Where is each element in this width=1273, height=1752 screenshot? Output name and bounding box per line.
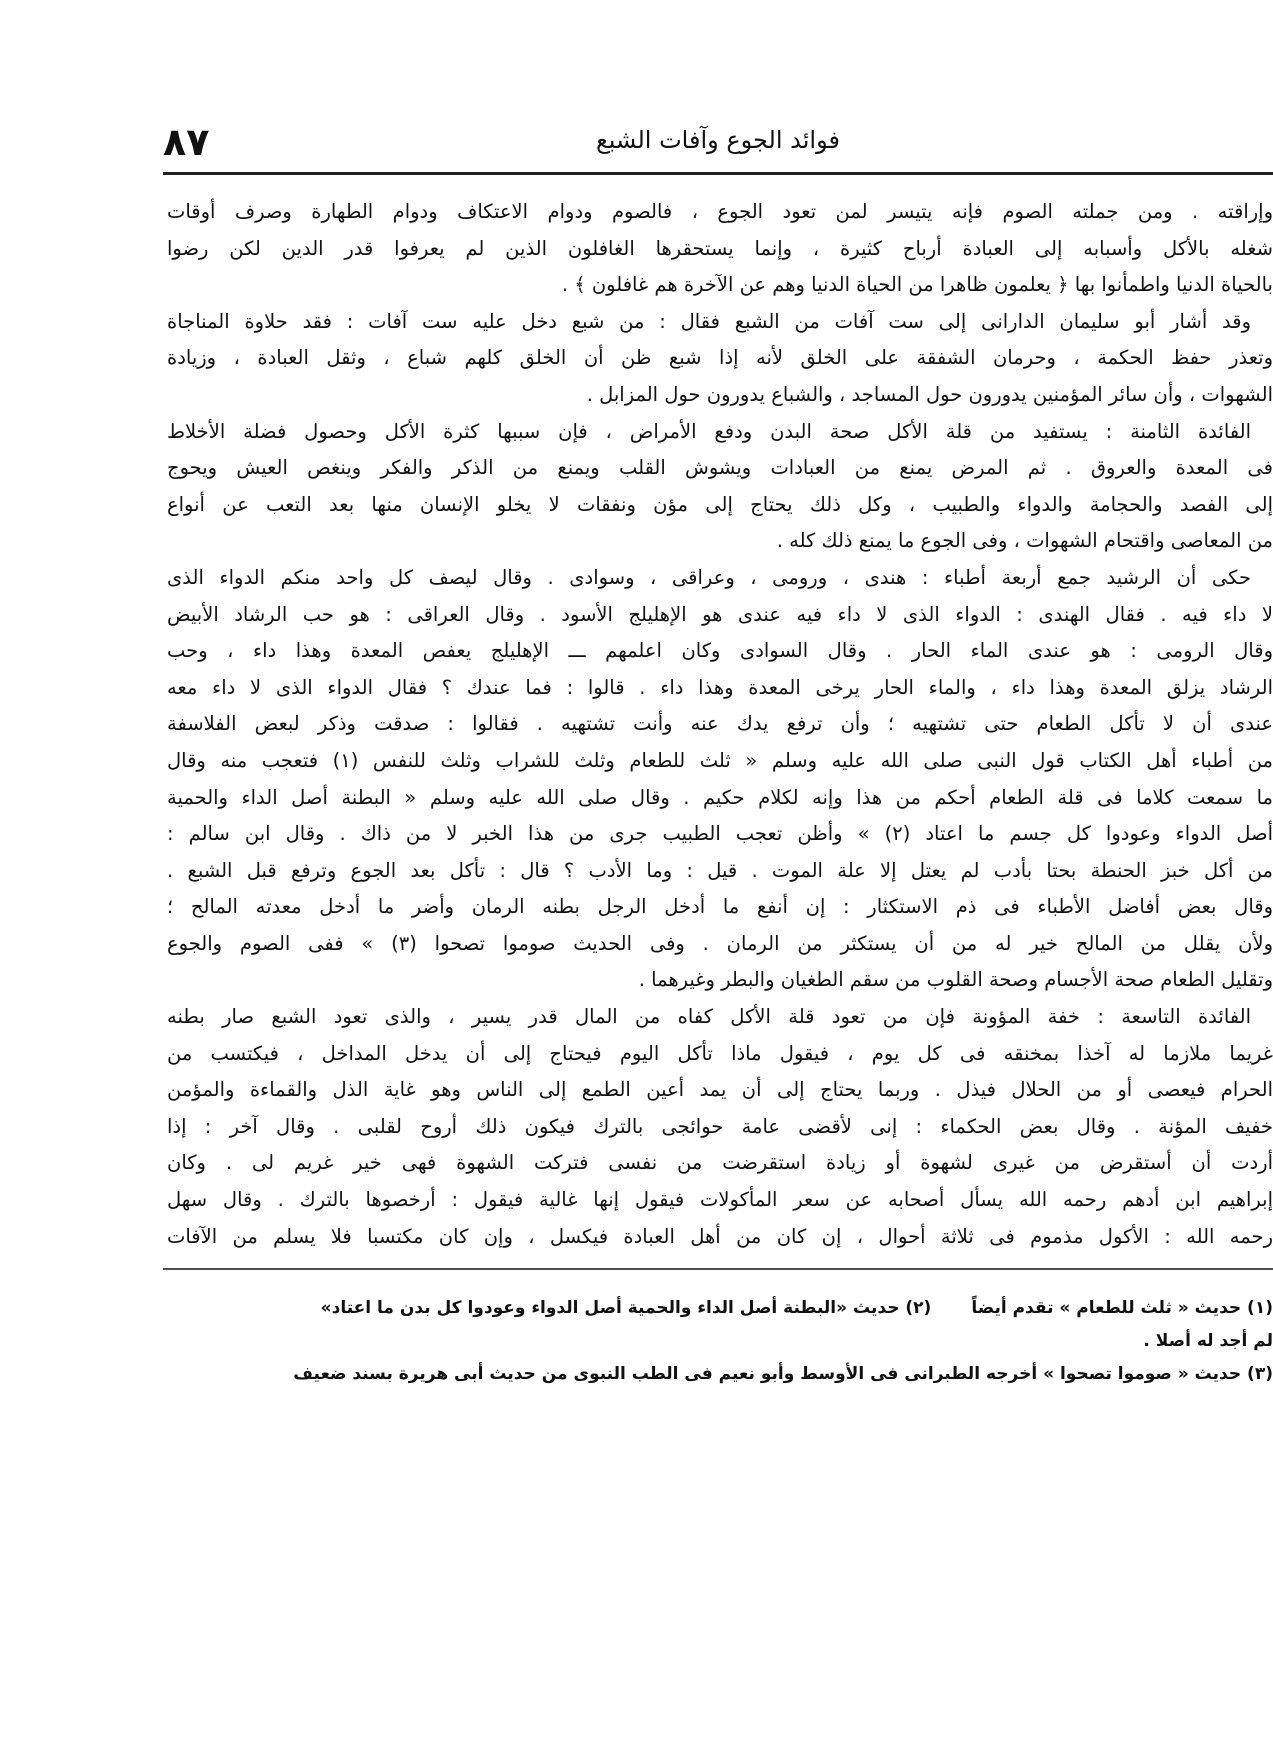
footnote-2-continuation: لم أجد له أصلا . (1143, 1331, 1273, 1351)
text-line: إبراهيم ابن أدهم رحمه الله يسأل أصحابه عن سعر المأكولات فيقول إنها غالية فيقول : أرخصوها بالترك . وقال سهل (167, 1188, 1273, 1212)
text-line: أردت أن أستقرض من غيرى لشهوة أو زيادة استقرضت من نفسى فتركت الشهوة فهى خير غريم لى . وكان (167, 1151, 1273, 1175)
text-line: حكى أن الرشيد جمع أربعة أطباء : هندى ، ورومى ، وعراقى ، وسوادى . وقال ليصف كل واحد منكم الدواء الذى (167, 565, 1251, 589)
text-line: فى المعدة والعروق . ثم المرض يمنع من العبادات ويشوش القلب ويمنع من الذكر والفكر وينغص العيش ويحوج (167, 456, 1273, 480)
text-line: وقال الرومى : هو عندى الماء الحار . وقال السوادى وكان اعلمهم ـــ الإهليلج يعفص المعدة وهذا داء ، وحب (167, 639, 1273, 663)
text-line: من أطباء أهل الكتاب قول النبى صلى الله عليه وسلم « ثلث للطعام وثلث للشراب وثلث للنفس (١) فتعجب منه وقال (167, 748, 1273, 772)
footnote-1: (١) حديث « ثلث للطعام » تقدم أيضاً (971, 1298, 1273, 1318)
paragraph (167, 414, 1273, 560)
text-line: الفائدة الثامنة : يستفيد من قلة الأكل صحة البدن ودفع الأمراض ، فإن سببها كثرة الأكل وحصول فضلة الأخلاط (167, 419, 1251, 443)
running-title: فوائد الجوع وآفات الشبع (596, 126, 840, 154)
text-line: الشهوات ، وأن سائر المؤمنين يدورون حول المساجد ، والشباع يدورون حول المزابل . (586, 382, 1273, 406)
footnote-rule (163, 1268, 1273, 1270)
text-line: وتعذر حفظ الحكمة ، وحرمان الشفقة على الخلق لأنه إذا شبع ظن أن الخلق كلهم شباع ، وثقل العبادة ، وزيادة (167, 346, 1273, 370)
text-line: وتقليل الطعام صحة الأجسام وصحة القلوب من سقم الطغيان والبطر وغيرهما . (638, 968, 1273, 992)
text-line: شغله بالأكل وأسبابه إلى العبادة أرباح كثيرة ، وإنما يستحقرها الغافلون الذين لم يعرفوا قدر الدين لكن رضوا (167, 236, 1273, 260)
text-line: عندى أن لا تأكل الطعام حتى تشتهيه ؛ وأن ترفع يدك عنه وأنت تشتهيه . فقالوا : صدقت وذكر لبعض الفلاسفة (167, 712, 1273, 736)
text-line: من المعاصى واقتحام الشهوات ، وفى الجوع ما يمنع ذلك كله . (776, 529, 1273, 553)
text-line: وقد أشار أبو سليمان الدارانى إلى ست آفات من الشبع فقال : من شبع دخل عليه ست آفات : فقد حلاوة المناجاة (167, 309, 1251, 333)
text-line: وإراقته . ومن جملته الصوم فإنه يتيسر لمن تعود الجوع ، فالصوم ودوام الاعتكاف ودوام الطهارة وصرف أوقات (167, 200, 1273, 223)
footnote-row (167, 1292, 1273, 1325)
footnotes (167, 1292, 1273, 1391)
text-line: رحمه الله : الأكول مذموم فى ثلاثة أحوال ، إن كان من أهل العبادة فيكسل ، وإن كان مكتسبا فلا يسلم من الآفات (167, 1224, 1273, 1248)
text-line: ولأن يقلل من المالح خير له من أن يستكثر من الرمان . وفى الحديث صوموا تصحوا (٣) » ففى الصوم والجوع (167, 931, 1273, 955)
text-line: الفائدة التاسعة : خفة المؤونة فإن من تعود قلة الأكل كفاه من المال قدر يسير ، والذى تعود الشبع صار بطنه (167, 1005, 1251, 1029)
footnote-3: (٣) حديث « صوموا تصحوا » أخرجه الطبرانى فى الأوسط وأبو نعيم فى الطب النبوى من حديث أبى هريرة بسند ضعيف (293, 1364, 1273, 1384)
body-text (167, 194, 1273, 1255)
text-line: أصل الدواء وعودوا كل جسم ما اعتاد (٢) » وأظن تعجب الطبيب جرى من هذا الخبر لا من ذاك . وقال ابن سالم : (167, 822, 1273, 846)
text-line: إلى الفصد والحجامة والدواء والطبيب ، وكل ذلك يحتاج إلى مؤن ونفقات لا يخلو الإنسان منها بعد التعب عن أنواع (167, 492, 1273, 516)
header-rule (163, 172, 1273, 175)
text-line: لا داء فيه . فقال الهندى : الدواء الذى لا داء فيه عندى هو الإهليلج الأسود . وقال العراقى : هو حب الرشاد الأبيض (167, 602, 1273, 626)
text-line: وقال بعض أفاضل الأطباء فى ذم الاستكثار : إن أنفع ما أدخل الرجل بطنه الرمان وأضر ما أدخل معدته المالح ؛ (167, 895, 1273, 919)
text-line: ما سمعت كلاما فى قلة الطعام أحكم من هذا وإنه لكلام حكيم . وقال صلى الله عليه وسلم « البطنة أصل الداء والحمية (167, 785, 1273, 809)
text-line: خفيف المؤنة . وقال بعض الحكماء : إنى لأقضى عامة حوائجى بالترك فيكون ذلك أروح لقلبى . وقال آخر : إذا (167, 1114, 1273, 1138)
page-header (163, 120, 1273, 168)
page-number: ٨٧ (163, 120, 210, 164)
paragraph (167, 560, 1273, 999)
text-line: الرشاد يزلق المعدة وهذا داء ، والماء الحار يرخى المعدة وهذا داء . قالوا : فما عندك ؟ فقال الدواء الذى لا داء معه (167, 675, 1273, 699)
paragraph (167, 304, 1273, 414)
footnote-2: (٢) حديث «البطنة أصل الداء والحمية أصل الدواء وعودوا كل بدن ما اعتاد» (320, 1298, 932, 1318)
paragraph (167, 194, 1273, 304)
paragraph (167, 999, 1273, 1255)
text-line: من أكل خبز الحنطة بحتا بأدب لم يعتل إلا علة الموت . قيل : وما الأدب ؟ قال : تأكل بعد الجوع وترفع قبل الشبع . (167, 858, 1273, 882)
text-line: بالحياة الدنيا واطمأنوا بها ﴿ يعلمون ظاهرا من الحياة الدنيا وهم عن الآخرة هم غافلون ﴾ . (561, 273, 1273, 297)
text-line: غريما ملازما له آخذا بمخنقه فى كل يوم ، فيقول ماذا تأكل اليوم فيحتاج إلى أن يدخل المداخل ، فيكتسب من (167, 1041, 1273, 1065)
text-line: الحرام فيعصى أو من الحلال فيذل . وربما يحتاج إلى أن يمد أعين الطمع إلى الناس وهو غاية الذل والقماءة والمؤمن (167, 1078, 1273, 1102)
